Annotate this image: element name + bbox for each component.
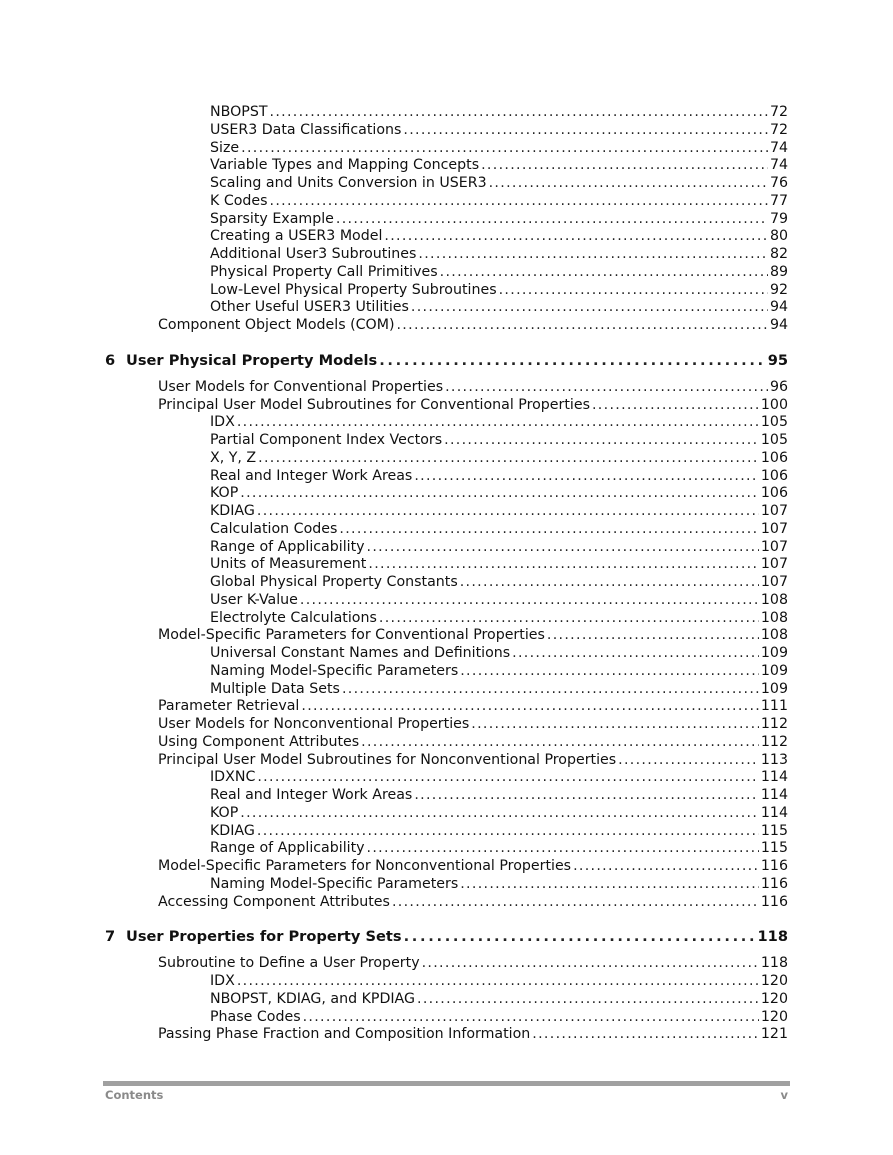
dot-leader: [440, 264, 768, 282]
dot-leader: [379, 610, 759, 628]
dot-leader: [240, 485, 759, 503]
toc-entry-title: Model-Specific Parameters for Nonconventional Properties: [158, 858, 572, 874]
toc-page-number: 106: [760, 449, 788, 466]
toc-entry[interactable]: [0, 246, 893, 264]
toc-page-number: 116: [760, 858, 788, 874]
toc-entry[interactable]: [0, 840, 893, 858]
toc-entry[interactable]: [0, 282, 893, 300]
toc-page-number: 112: [760, 733, 788, 750]
toc-entry-title: Using Component Attributes: [158, 733, 360, 750]
toc-entry-title: Physical Property Call Primitives: [210, 263, 438, 280]
dot-leader: [339, 521, 759, 539]
toc-page-number: 108: [760, 591, 788, 608]
toc-entry-title: Model-Specific Parameters for Conventional Properties: [158, 627, 545, 644]
toc-page-number: 118: [760, 955, 788, 972]
toc-page-number: 80: [769, 228, 788, 245]
toc-chapter-entry[interactable]: [0, 928, 893, 946]
toc-page-number: 89: [769, 263, 788, 280]
dot-leader: [411, 299, 768, 317]
toc-entry[interactable]: [0, 991, 893, 1009]
toc-entry-title: Other Useful USER3 Utilities: [210, 299, 409, 316]
toc-entry[interactable]: [0, 104, 893, 122]
toc-entry-title: NBOPST, KDIAG, and KPDIAG: [210, 990, 416, 1007]
toc-entry[interactable]: [0, 574, 893, 592]
toc-page-number: 94: [769, 317, 788, 333]
dot-leader: [618, 752, 759, 770]
toc-entry-title: KOP: [210, 485, 239, 502]
toc-page-number: 114: [760, 804, 788, 821]
dot-leader: [301, 698, 759, 716]
toc-page-number: 107: [760, 520, 788, 537]
toc-entry[interactable]: [0, 1009, 893, 1027]
dot-leader: [257, 769, 759, 787]
toc-page-number: 100: [760, 396, 788, 413]
toc-entry[interactable]: [0, 211, 893, 229]
dot-leader: [404, 928, 756, 946]
toc-entry[interactable]: [0, 228, 893, 246]
toc-entry-title: Phase Codes: [210, 1008, 301, 1025]
toc-entry[interactable]: [0, 858, 893, 876]
toc-page-number: 72: [769, 104, 788, 120]
toc-entry-title: Global Physical Property Constants: [210, 574, 458, 590]
toc-entry-title: Sparsity Example: [210, 210, 334, 227]
toc-entry[interactable]: [0, 787, 893, 805]
toc-entry-title: Additional User3 Subroutines: [210, 246, 417, 262]
toc-entry[interactable]: [0, 734, 893, 752]
dot-leader: [547, 627, 759, 645]
toc-page-number: 113: [760, 751, 788, 768]
toc-entry-title: Universal Constant Names and Definitions: [210, 645, 511, 661]
toc-entry-title: IDX: [210, 414, 235, 431]
footer-page-number: v: [780, 1088, 788, 1102]
dot-leader: [417, 991, 759, 1009]
toc-entry[interactable]: [0, 539, 893, 557]
dot-leader: [336, 211, 768, 229]
dot-leader: [414, 787, 759, 805]
toc-entry[interactable]: [0, 716, 893, 734]
dot-leader: [240, 805, 759, 823]
toc-page-number: 109: [760, 645, 788, 661]
toc-page-number: 120: [760, 1008, 788, 1025]
toc-entry[interactable]: [0, 485, 893, 503]
toc-page-number: 106: [760, 485, 788, 502]
toc-page-number: 107: [760, 556, 788, 573]
toc-entry-title: Real and Integer Work Areas: [210, 787, 413, 803]
dot-leader: [241, 140, 768, 158]
toc-entry[interactable]: [0, 973, 893, 991]
dot-leader: [444, 432, 759, 450]
dot-leader: [258, 450, 759, 468]
chapter-number: 6: [105, 351, 116, 369]
toc-entry-title: KOP: [210, 804, 239, 821]
toc-page-number: 107: [760, 538, 788, 555]
dot-leader: [532, 1026, 759, 1044]
toc-page-number: 120: [760, 973, 788, 989]
toc-page-number: 121: [760, 1026, 788, 1043]
toc-entry-title: IDX: [210, 973, 235, 989]
dot-leader: [499, 282, 768, 300]
toc-entry-title: Partial Component Index Vectors: [210, 432, 443, 448]
dot-leader: [367, 840, 759, 858]
toc-entry[interactable]: [0, 317, 893, 335]
chapter-title: User Physical Property Models: [126, 351, 378, 369]
dot-leader: [481, 157, 768, 175]
toc-page-number: 94: [769, 299, 788, 316]
chapter-number: 7: [105, 928, 116, 946]
dot-leader: [573, 858, 759, 876]
toc-page-number: 106: [760, 467, 788, 484]
toc-entry-title: Principal User Model Subroutines for Conventional Properties: [158, 396, 590, 413]
toc-page-number: 111: [760, 698, 788, 715]
toc-page-number: 107: [760, 503, 788, 519]
toc-entry[interactable]: [0, 264, 893, 282]
toc-entry-title: IDXNC: [210, 769, 256, 786]
dot-leader: [414, 468, 759, 486]
dot-leader: [460, 663, 759, 681]
chapter-title: User Properties for Property Sets: [126, 928, 402, 946]
toc-page-number: 109: [760, 680, 788, 697]
dot-leader: [512, 645, 759, 663]
toc-entry-title: KDIAG: [210, 503, 255, 519]
toc-entry[interactable]: [0, 193, 893, 211]
table-of-contents: [0, 104, 893, 1044]
toc-entry-title: Component Object Models (COM): [158, 317, 395, 333]
dot-leader: [237, 414, 759, 432]
toc-entry-title: Subroutine to Define a User Property: [158, 955, 420, 972]
footer-rule: [103, 1081, 790, 1086]
dot-leader: [592, 397, 759, 415]
dot-leader: [445, 379, 768, 397]
toc-entry[interactable]: [0, 681, 893, 699]
toc-entry[interactable]: [0, 556, 893, 574]
dot-leader: [367, 539, 759, 557]
toc-entry-title: X, Y, Z: [210, 449, 257, 466]
toc-entry[interactable]: [0, 663, 893, 681]
dot-leader: [303, 1009, 759, 1027]
toc-page-number: 116: [760, 893, 788, 910]
toc-entry[interactable]: [0, 769, 893, 787]
toc-entry-title: Naming Model-Specific Parameters: [210, 662, 459, 679]
toc-entry-title: Variable Types and Mapping Concepts: [210, 157, 480, 174]
toc-entry-title: Calculation Codes: [210, 520, 338, 537]
dot-leader: [460, 574, 759, 592]
dot-leader: [368, 556, 759, 574]
toc-page-number: 108: [760, 627, 788, 644]
toc-entry-title: Units of Measurement: [210, 556, 367, 573]
toc-entry-title: [105, 352, 377, 370]
toc-entry[interactable]: [0, 805, 893, 823]
toc-page-number: 72: [769, 121, 788, 138]
dot-leader: [342, 681, 759, 699]
dot-leader: [396, 317, 767, 335]
toc-page-number: 76: [769, 175, 788, 191]
toc-entry-title: Electrolyte Calculations: [210, 609, 377, 626]
toc-entry[interactable]: [0, 698, 893, 716]
toc-entry-title: Passing Phase Fraction and Composition Information: [158, 1026, 531, 1043]
toc-entry[interactable]: [0, 157, 893, 175]
toc-entry-title: Creating a USER3 Model: [210, 228, 383, 245]
toc-entry-title: User Models for Nonconventional Properties: [158, 716, 470, 732]
toc-page-number: 96: [769, 378, 788, 395]
footer-section-label: Contents: [105, 1088, 164, 1102]
dot-leader: [418, 246, 768, 264]
dot-leader: [460, 876, 759, 894]
toc-entry[interactable]: [0, 823, 893, 841]
toc-entry[interactable]: [0, 414, 893, 432]
toc-page-number: 82: [769, 246, 788, 262]
toc-entry-title: Scaling and Units Conversion in USER3: [210, 175, 487, 191]
dot-leader: [257, 823, 759, 841]
toc-page-number: 74: [769, 139, 788, 156]
toc-page-number: 74: [769, 157, 788, 174]
dot-leader: [257, 503, 759, 521]
toc-entry[interactable]: [0, 122, 893, 140]
toc-page-number: 92: [769, 281, 788, 298]
dot-leader: [300, 592, 759, 610]
toc-entry-title: Size: [210, 139, 240, 156]
toc-entry-title: Range of Applicability: [210, 538, 365, 555]
toc-entry-title: Parameter Retrieval: [158, 698, 300, 715]
toc-page-number: 114: [760, 787, 788, 803]
dot-leader: [379, 352, 765, 370]
toc-entry-title: User Models for Conventional Properties: [158, 378, 444, 395]
toc-entry[interactable]: [0, 1026, 893, 1044]
toc-page-number: 114: [760, 769, 788, 786]
toc-entry[interactable]: [0, 397, 893, 415]
toc-entry-title: USER3 Data Classifications: [210, 121, 402, 138]
dot-leader: [422, 955, 759, 973]
toc-page-number: 105: [760, 414, 788, 431]
toc-entry-title: Naming Model-Specific Parameters: [210, 875, 459, 892]
toc-page-number: 77: [769, 192, 788, 209]
toc-entry[interactable]: [0, 175, 893, 193]
toc-entry[interactable]: [0, 140, 893, 158]
toc-entry-title: KDIAG: [210, 822, 255, 839]
toc-page-number: 108: [760, 609, 788, 626]
toc-chapter-entry[interactable]: [0, 352, 893, 370]
toc-entry-title: K Codes: [210, 192, 268, 209]
toc-entry[interactable]: [0, 379, 893, 397]
toc-entry[interactable]: [0, 876, 893, 894]
toc-page-number: 115: [760, 822, 788, 839]
dot-leader: [489, 175, 768, 193]
toc-entry[interactable]: [0, 610, 893, 628]
dot-leader: [392, 894, 759, 912]
toc-page-number: 116: [760, 875, 788, 892]
toc-entry[interactable]: [0, 468, 893, 486]
toc-entry[interactable]: [0, 627, 893, 645]
toc-page-number: 79: [769, 210, 788, 227]
toc-page-number: 120: [760, 990, 788, 1007]
toc-page-number: 105: [760, 432, 788, 448]
toc-entry[interactable]: [0, 521, 893, 539]
toc-entry[interactable]: [0, 450, 893, 468]
toc-entry-title: [105, 928, 402, 946]
toc-page-number: 95: [767, 351, 788, 369]
dot-leader: [270, 193, 768, 211]
dot-leader: [270, 104, 768, 122]
toc-entry[interactable]: [0, 503, 893, 521]
toc-entry-title: Real and Integer Work Areas: [210, 467, 413, 484]
toc-entry[interactable]: [0, 592, 893, 610]
toc-entry[interactable]: [0, 432, 893, 450]
dot-leader: [384, 228, 768, 246]
toc-entry-title: Multiple Data Sets: [210, 680, 340, 697]
toc-entry[interactable]: [0, 894, 893, 912]
dot-leader: [471, 716, 759, 734]
toc-entry-title: User K-Value: [210, 591, 298, 608]
dot-leader: [403, 122, 768, 140]
toc-entry[interactable]: [0, 299, 893, 317]
toc-entry-title: Accessing Component Attributes: [158, 893, 390, 910]
toc-page-number: 107: [760, 574, 788, 590]
toc-entry-title: NBOPST: [210, 104, 268, 120]
toc-entry-title: Low-Level Physical Property Subroutines: [210, 281, 497, 298]
toc-entry[interactable]: [0, 645, 893, 663]
toc-entry[interactable]: [0, 752, 893, 770]
toc-entry-title: Range of Applicability: [210, 840, 365, 857]
toc-entry-title: Principal User Model Subroutines for Nonconventional Properties: [158, 751, 617, 768]
dot-leader: [237, 973, 759, 991]
toc-page-number: 118: [757, 928, 788, 946]
toc-page-number: 112: [760, 716, 788, 732]
toc-entry[interactable]: [0, 955, 893, 973]
dot-leader: [361, 734, 759, 752]
toc-page-number: 109: [760, 662, 788, 679]
toc-page-number: 115: [760, 840, 788, 857]
